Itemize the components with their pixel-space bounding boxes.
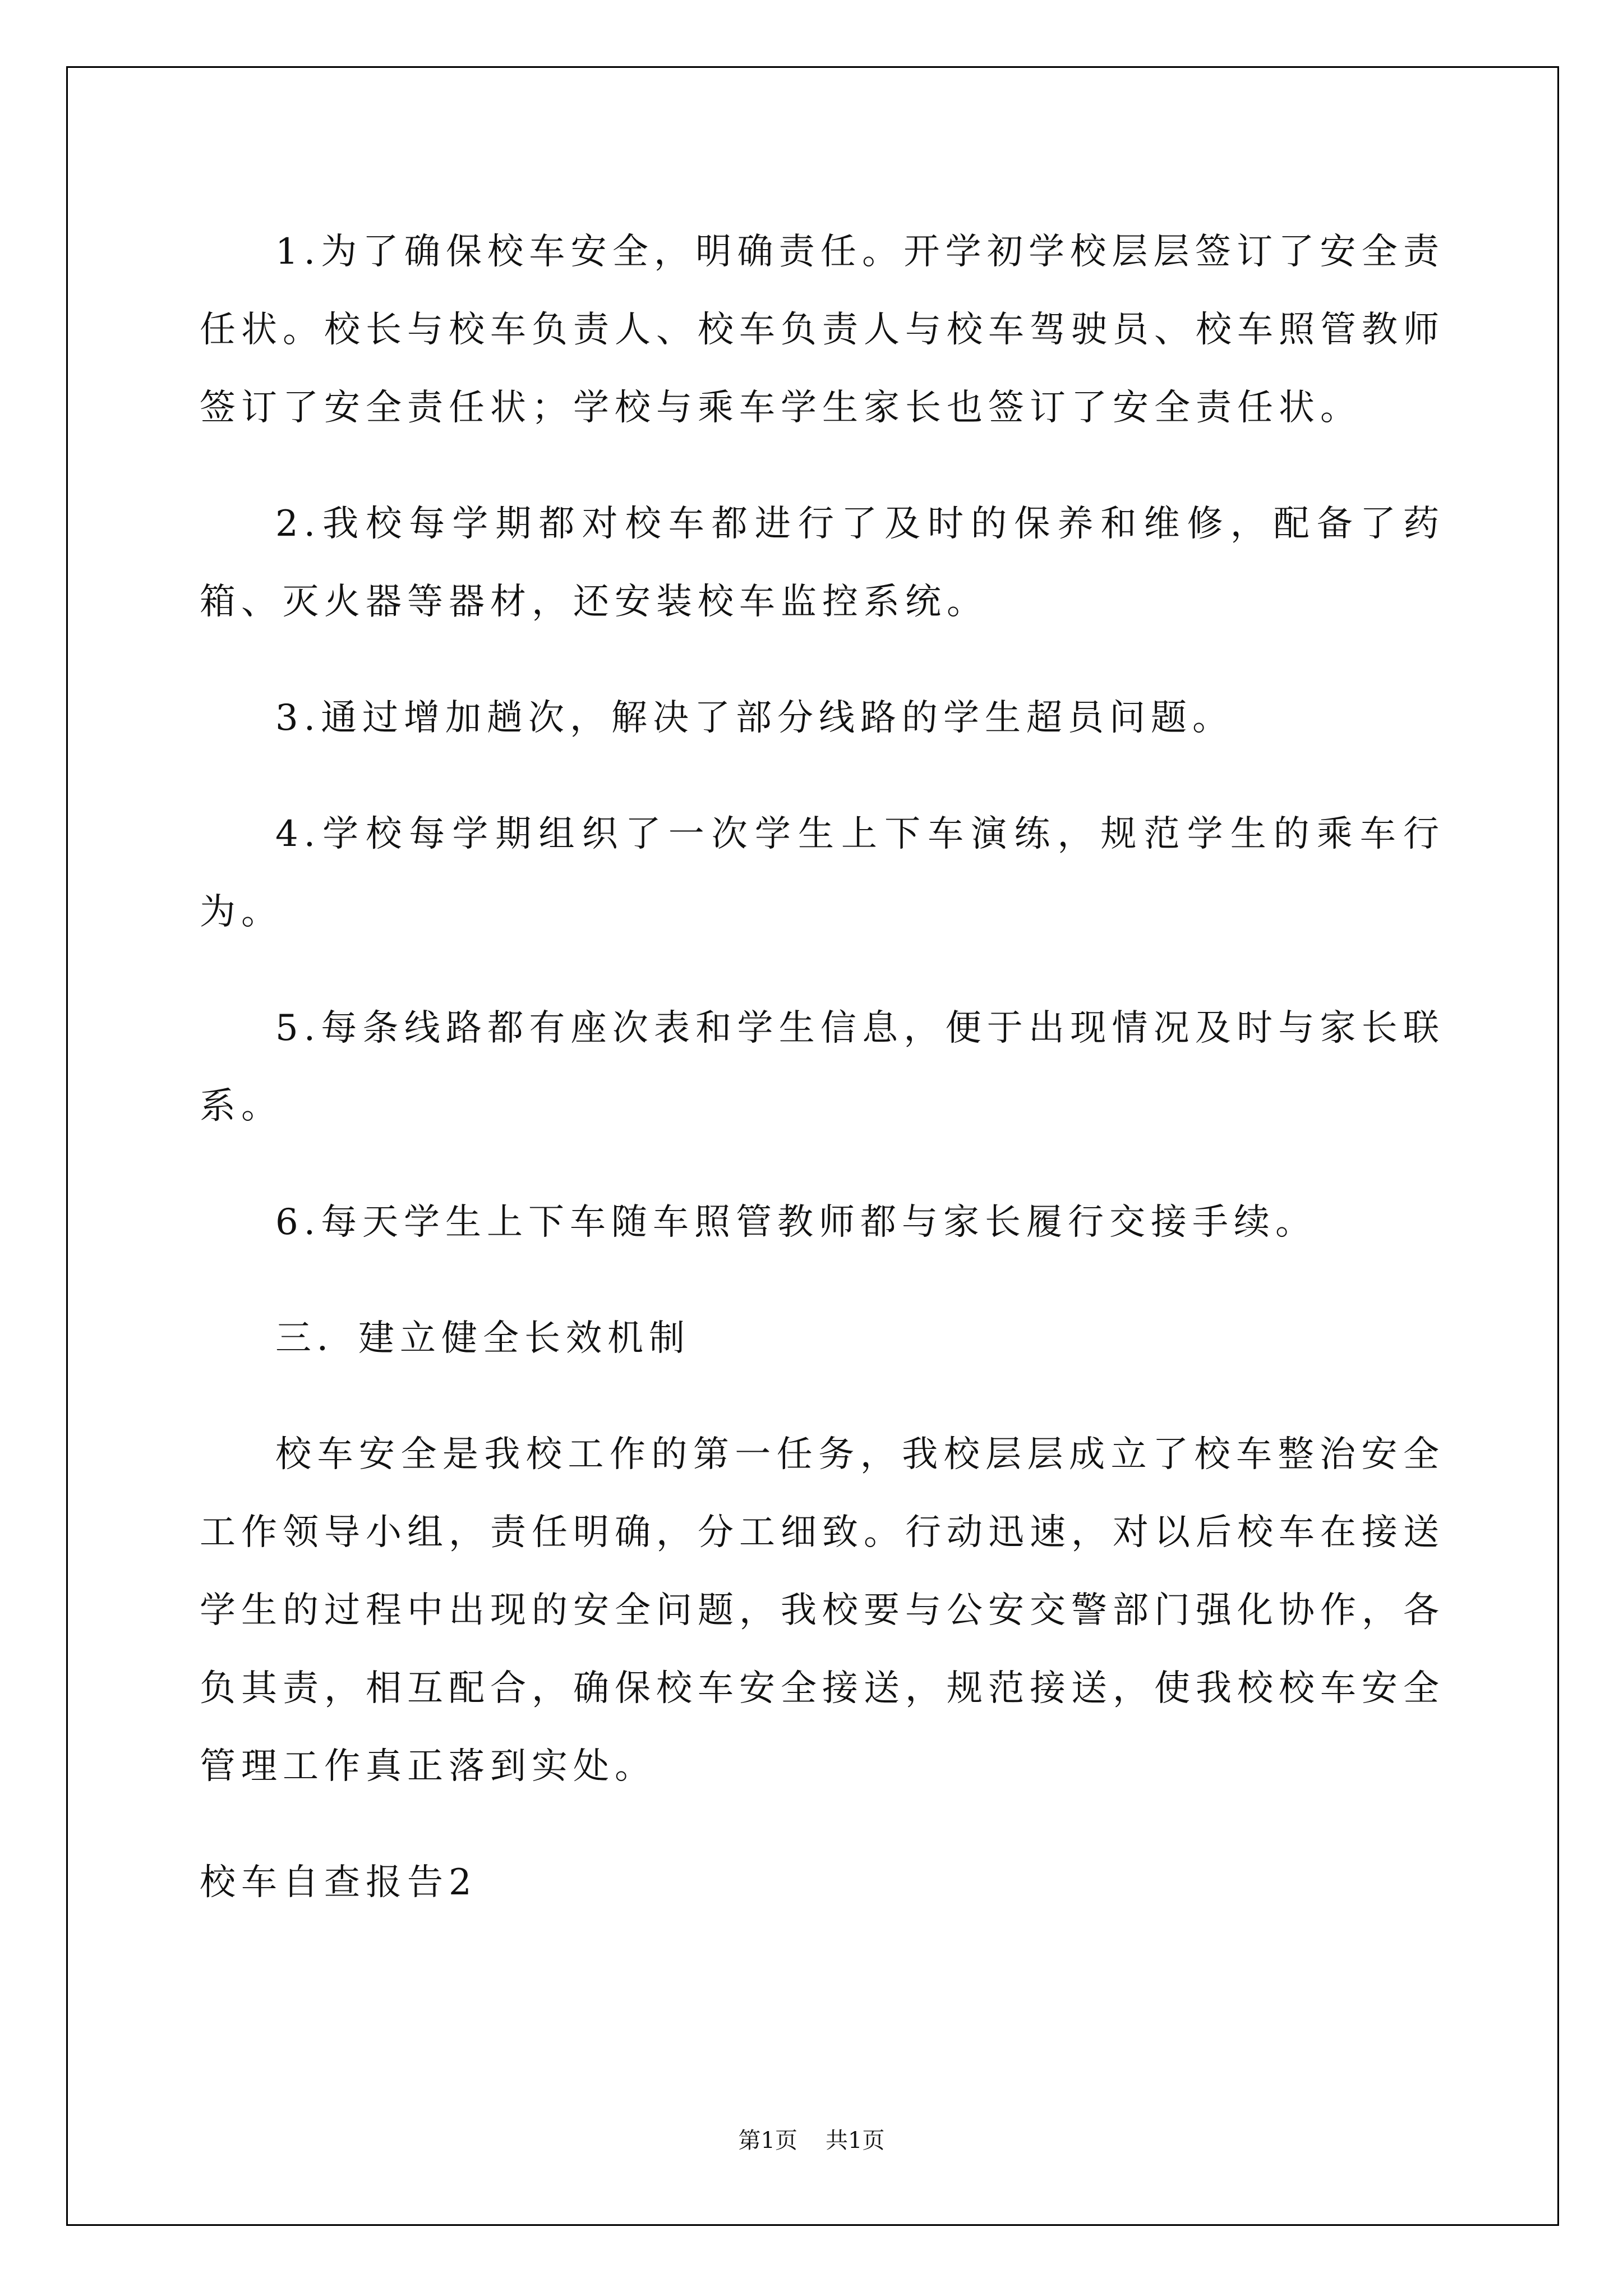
paragraph-6: 6.每天学生上下车随车照管教师都与家长履行交接手续。 [275,1202,1317,1243]
paragraph-1: 1.为了确保校车安全，明确责任。开学初学校层层签订了安全责任状。校长与校车负责人、校车负责人与校车驾驶员、校车照管教师签订了安全责任状；学校与乘车学生家长也签订了安全责任状。 [200,231,1445,429]
section-heading: 三．建立健全长效机制 [275,1318,690,1359]
next-report-title: 校车自查报告2 [200,1862,477,1903]
paragraph-3: 3.通过增加趟次，解决了部分线路的学生超员问题。 [275,697,1234,739]
document-body [200,213,1445,1960]
paragraph-5: 5.每条线路都有座次表和学生信息，便于出现情况及时与家长联系。 [200,1007,1445,1127]
page-current: 第1页 [738,2128,797,2154]
paragraph-4: 4.学校每学期组织了一次学生上下车演练，规范学生的乘车行为。 [200,813,1445,933]
page-footer [0,2123,1623,2155]
page-total: 共1页 [826,2128,885,2154]
section-paragraph: 校车安全是我校工作的第一任务，我校层层成立了校车整治安全工作领导小组，责任明确，分工细致。行动迅速，对以后校车在接送学生的过程中出现的安全问题，我校要与公安交警部门强化协作，各负其责，相互配合，确保校车安全接送，规范接送，使我校校车安全管理工作真正落到实处。 [200,1434,1445,1787]
paragraph-2: 2.我校每学期都对校车都进行了及时的保养和维修，配备了药箱、灭火器等器材，还安装校车监控系统。 [200,503,1445,623]
